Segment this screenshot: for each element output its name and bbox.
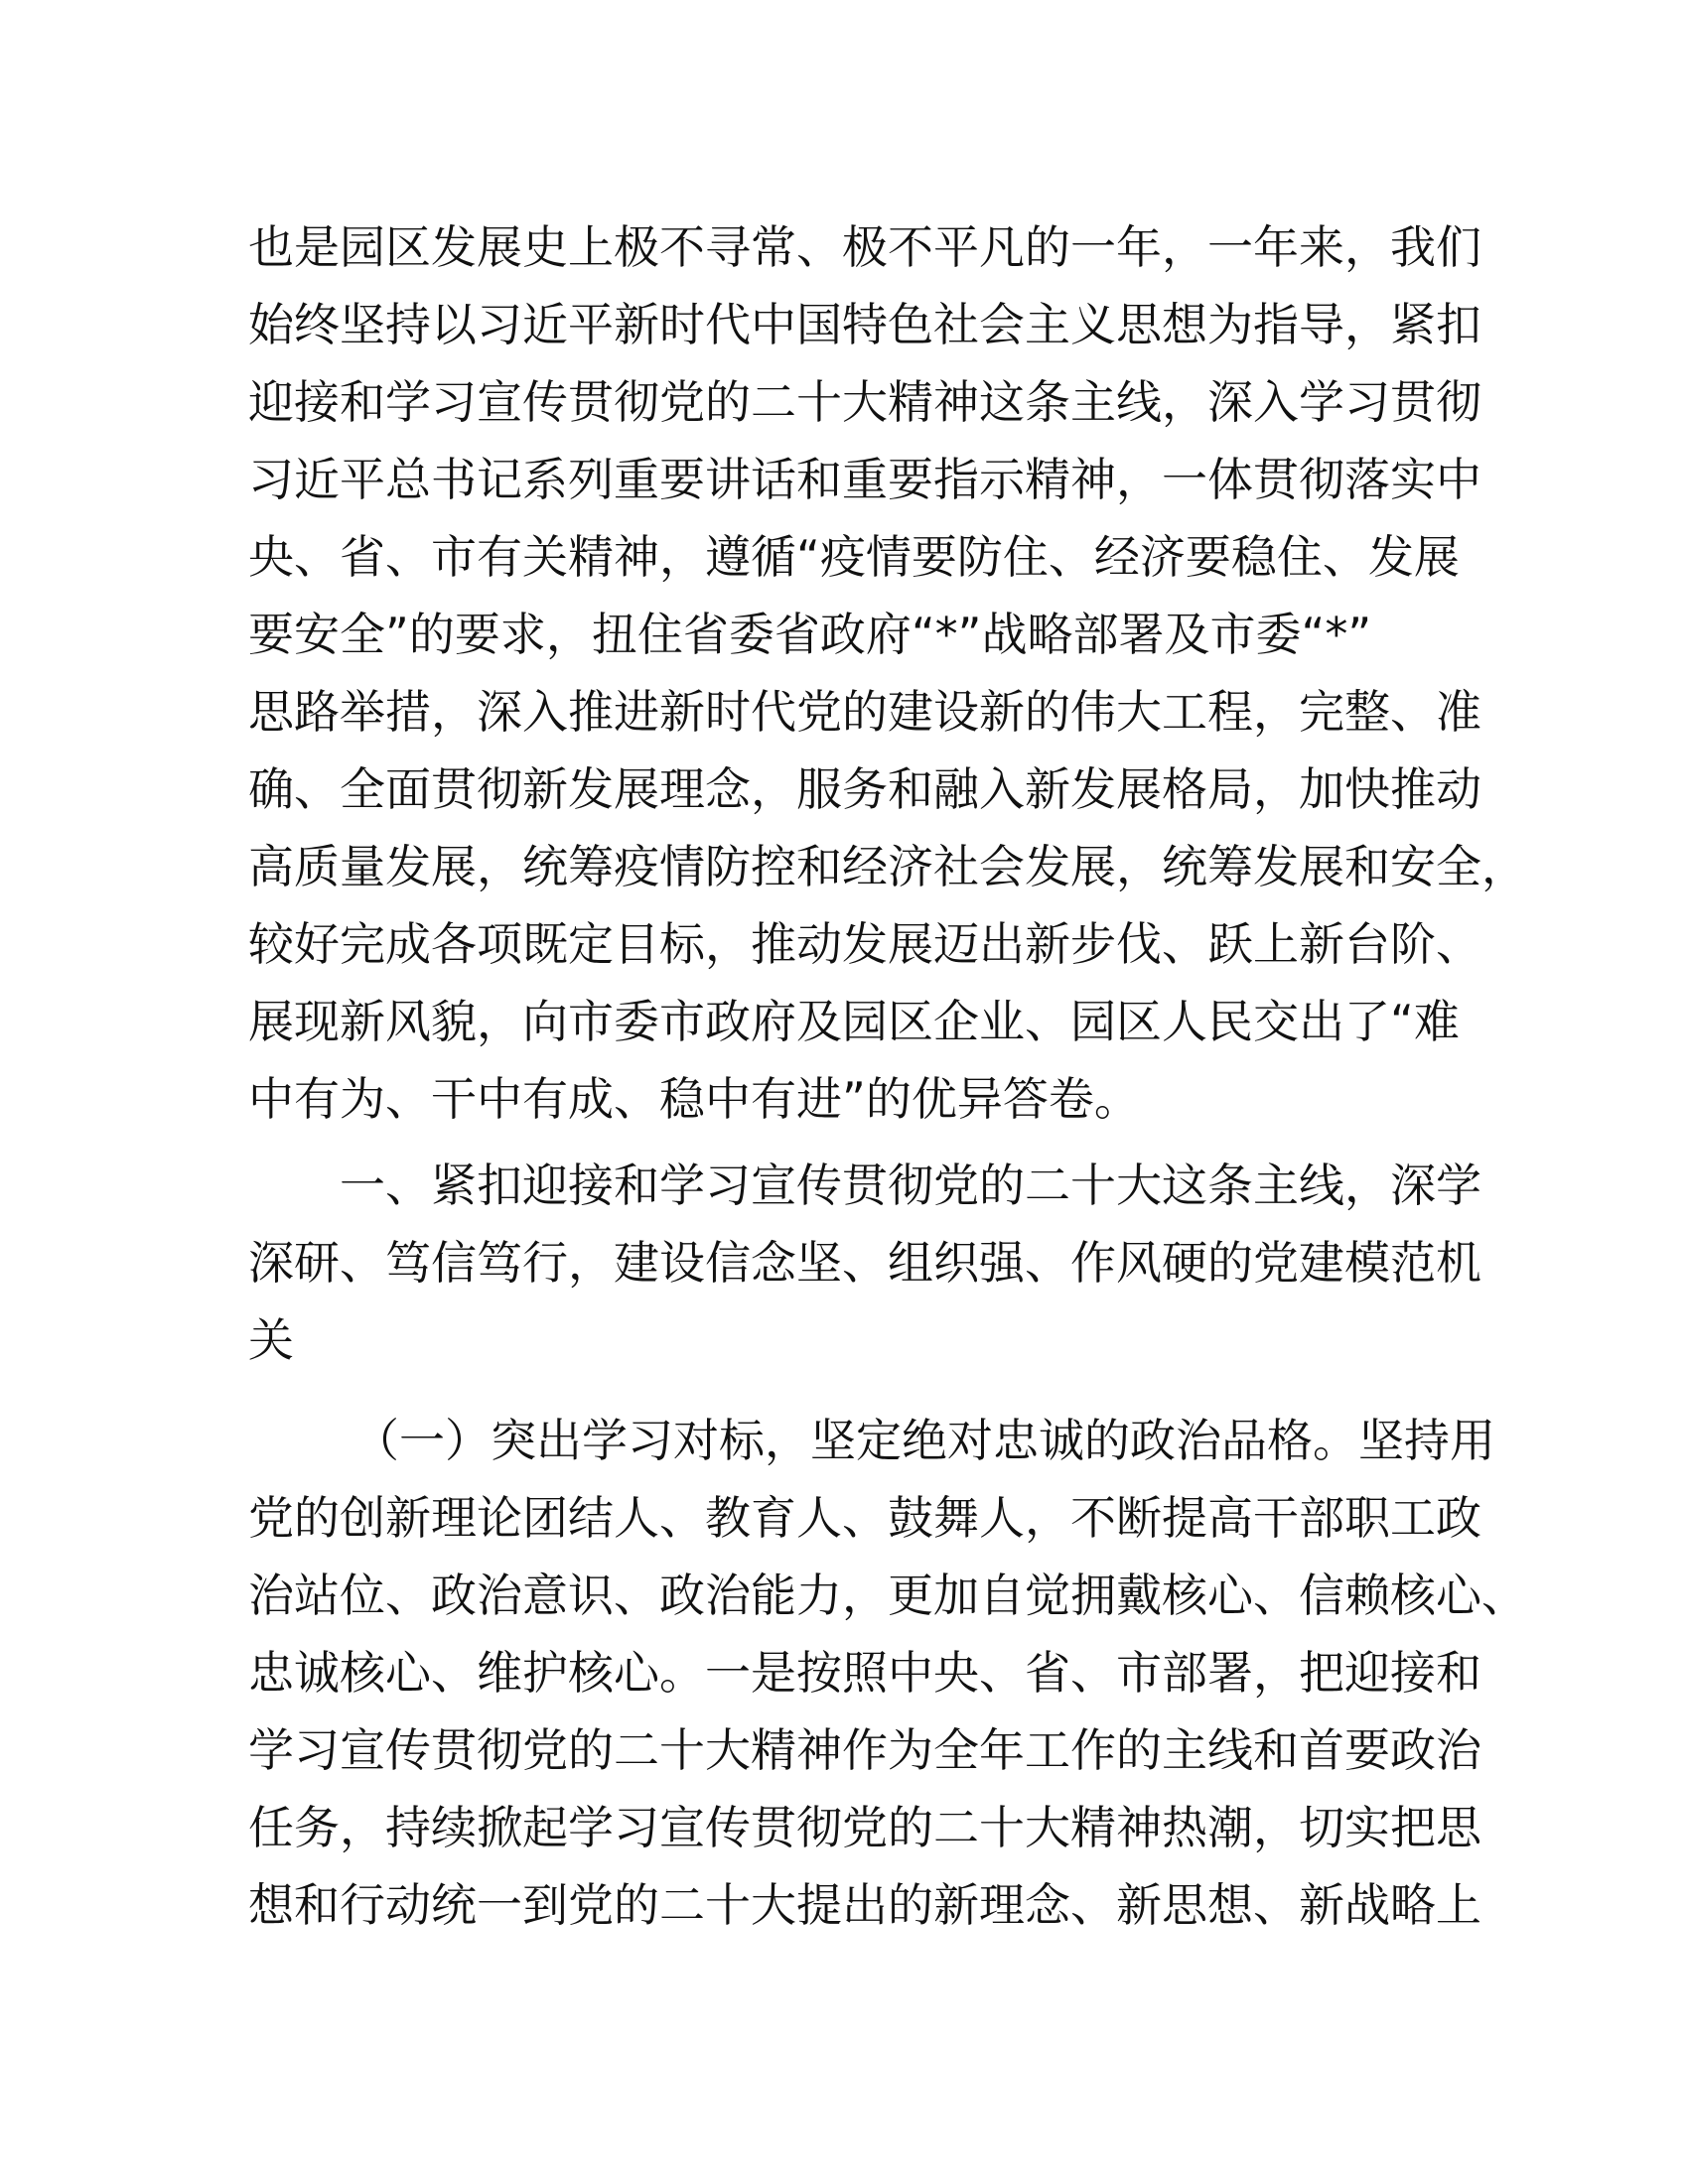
paragraph-line: 要安全”的要求，扭住省委省政府“*”战略部署及市委“*” (248, 608, 1372, 661)
paragraph-line: 始终坚持以习近平新时代中国特色社会主义思想为指导，紧扣 (248, 298, 1481, 351)
paragraph-line: 治站位、政治意识、政治能力，更加自觉拥戴核心、信赖核心、 (248, 1569, 1527, 1622)
subsection-paragraph (248, 1402, 1527, 1944)
paragraph-line: 确、全面贯彻新发展理念，服务和融入新发展格局，加快推动 (248, 762, 1481, 816)
paragraph-line: 学习宣传贯彻党的二十大精神作为全年工作的主线和首要政治 (248, 1723, 1481, 1777)
paragraph-line: 迎接和学习宣传贯彻党的二十大精神这条主线，深入学习贯彻 (248, 375, 1481, 429)
intro-paragraph (248, 208, 1527, 1138)
heading-line: 深研、笃信笃行，建设信念坚、组织强、作风硬的党建模范机 (248, 1236, 1481, 1290)
paragraph-line: 也是园区发展史上极不寻常、极不平凡的一年，一年来，我们 (248, 220, 1481, 274)
section-heading (248, 1147, 1481, 1379)
paragraph-line: 央、省、市有关精神，遵循“疫情要防住、经济要稳住、发展 (248, 530, 1460, 584)
paragraph-line: 展现新风貌，向市委市政府及园区企业、园区人民交出了“难 (248, 995, 1460, 1048)
paragraph-line: 任务，持续掀起学习宣传贯彻党的二十大精神热潮，切实把思 (248, 1801, 1481, 1854)
paragraph-line: 想和行动统一到党的二十大提出的新理念、新思想、新战略上 (248, 1878, 1481, 1932)
paragraph-line: 中有为、干中有成、稳中有进”的优异答卷。 (248, 1072, 1140, 1126)
heading-line: 关 (248, 1313, 294, 1367)
paragraph-line: 思路举措，深入推进新时代党的建设新的伟大工程，完整、准 (248, 685, 1481, 739)
paragraph-line: 党的创新理论团结人、教育人、鼓舞人，不断提高干部职工政 (248, 1491, 1481, 1545)
heading-line: 一、紧扣迎接和学习宣传贯彻党的二十大这条主线，深学 (340, 1159, 1481, 1212)
paragraph-line: 忠诚核心、维护核心。一是按照中央、省、市部署，把迎接和 (248, 1646, 1481, 1700)
paragraph-line: 习近平总书记系列重要讲话和重要指示精神，一体贯彻落实中 (248, 453, 1481, 506)
paragraph-line: 较好完成各项既定目标，推动发展迈出新步伐、跃上新台阶、 (248, 917, 1481, 971)
paragraph-line: （一）突出学习对标，坚定绝对忠诚的政治品格。坚持用 (353, 1414, 1495, 1467)
paragraph-line: 高质量发展，统筹疫情防控和经济社会发展，统筹发展和安全， (248, 840, 1527, 893)
